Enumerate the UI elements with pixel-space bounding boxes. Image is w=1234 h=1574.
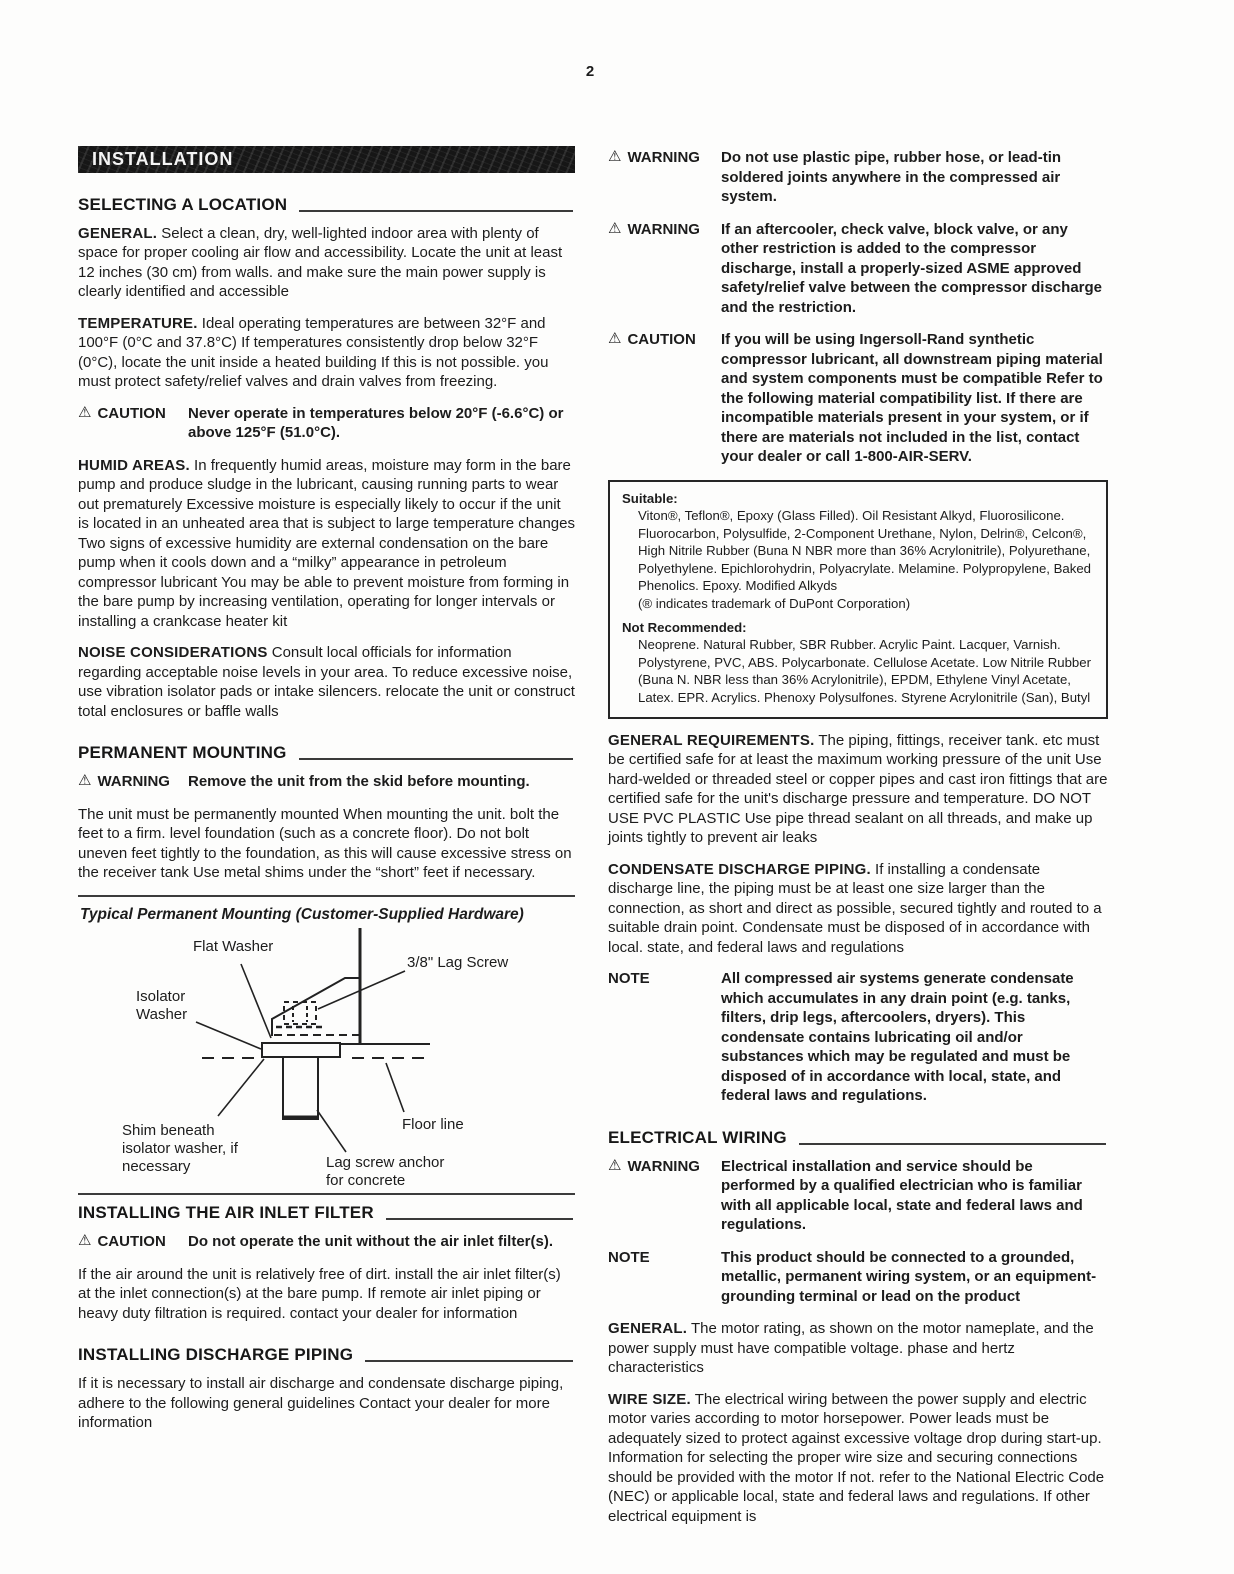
not-recommended-heading: Not Recommended: <box>622 619 747 635</box>
material-compatibility-box <box>608 480 1108 719</box>
note-label <box>608 969 721 1106</box>
warning-word: WARNING <box>97 773 170 790</box>
figure-title: Typical Permanent Mounting (Customer-Supplied Hardware) <box>80 905 524 923</box>
warning-triangle-icon: ⚠ <box>608 148 622 165</box>
note-text: All compressed air systems generate condensate which accumulates in any drain point (e.g. tanks, filters, drip legs, aftercoolers, dryers). This condensate contains lubricating oil and/or substances which may be regulated and must be disposed of in accordance with local, state, and federal laws and regulations. <box>721 970 1074 1105</box>
caution-air-filter <box>78 1232 575 1252</box>
heading-underline <box>299 210 573 212</box>
paragraph-motor-general <box>608 1319 1108 1378</box>
heading-text: SELECTING A LOCATION <box>78 194 288 214</box>
heading-text: INSTALLING DISCHARGE PIPING <box>78 1345 354 1364</box>
label-lag-screw: 3/8" Lag Screw <box>407 954 509 971</box>
paragraph-text: The motor rating, as shown on the motor nameplate, and the power supply must have compatible voltage. phase and hertz characteristics <box>608 1320 1094 1377</box>
note-grounding <box>608 1248 1108 1307</box>
heading-text: INSTALLING THE AIR INLET FILTER <box>78 1203 374 1222</box>
note-text: This product should be connected to a grounded, metallic, permanent wiring system, or an equipment-grounding terminal or lead on the product <box>721 1248 1097 1305</box>
warning-skid <box>78 772 575 792</box>
paragraph-text: The piping, fittings, receiver tank. etc must be certified safe for at least the maximum working pressure of the unit Use hard-welded or threaded steel or copper pipes and cast iron fittings that are certified safe for the unit's discharge pressure and temperature. DO NOT USE PVC PLASTIC Use pipe thread sealant on all threads, and make up joints tightly to prevent air leaks <box>608 731 1108 847</box>
heading-underline <box>299 758 573 760</box>
paragraph-text: Ideal operating temperatures are between 32°F and 100°F (0°C and 37.8°C) If temperatures consistently drop below 32°F (0°C), locate the unit inside a heated building If this is not possible. you must protect safety/relief valves and drain valves from freezing. <box>78 314 549 390</box>
caution-label <box>78 1232 188 1252</box>
caution-word: CAUTION <box>97 1233 166 1250</box>
paragraph-lead: GENERAL. <box>608 1320 688 1338</box>
warning-triangle-icon: ⚠ <box>608 330 622 347</box>
paragraph-lead: GENERAL. <box>78 224 158 242</box>
paragraph-lead: GENERAL REQUIREMENTS. <box>608 731 815 749</box>
note-condensate <box>608 969 1108 1106</box>
page-number: 2 <box>585 63 595 80</box>
warning-label <box>608 220 721 318</box>
paragraph-lead: HUMID AREAS. <box>78 456 190 474</box>
paragraph-lead: NOISE CONSIDERATIONS <box>78 644 268 661</box>
caution-word: CAUTION <box>97 404 166 422</box>
paragraph-general <box>78 224 575 302</box>
caution-synthetic-lubricant <box>608 330 1108 467</box>
paragraph-lead: TEMPERATURE. <box>78 314 198 332</box>
note-label <box>608 1248 721 1307</box>
paragraph-discharge-body: If it is necessary to install air discharge and condensate discharge piping, adhere to the following general guidelines Contact your dealer for more information <box>78 1375 564 1431</box>
caution-text: Never operate in temperatures below 20°F (-6.6°C) or above 125°F (51.0°C). <box>188 404 564 441</box>
warning-triangle-icon: ⚠ <box>78 403 92 421</box>
heading-underline <box>365 1360 573 1362</box>
paragraph-lead: CONDENSATE DISCHARGE PIPING. <box>608 860 871 878</box>
warning-word: WARNING <box>627 1157 700 1175</box>
note-word: NOTE <box>608 970 650 988</box>
paragraph-text: If installing a condensate discharge line, the piping must be at least one size larger than the connection, as short and direct as possible, secured tightly and routed to a suitable drain point. Condensate must be disposed of in accordance with local. state, and federal laws and regulations <box>608 860 1102 956</box>
paragraph-general-requirements <box>608 731 1108 848</box>
warning-label <box>608 148 721 207</box>
warning-triangle-icon: ⚠ <box>608 1156 622 1174</box>
label-shim: Shim beneath isolator washer, if necessary <box>122 1122 238 1175</box>
paragraph-temperature <box>78 314 575 392</box>
warning-plastic-pipe <box>608 148 1108 207</box>
warning-triangle-icon: ⚠ <box>608 219 622 237</box>
heading-discharge-piping <box>78 1345 575 1365</box>
paragraph-text: The electrical wiring between the power supply and electric motor varies according to motor horsepower. Power leads must be adequately sized to protect against excessive voltage drop during start-up. Information for selecting the proper wire size and securing connections should be provided with the motor If not. refer to the National Electric Code (NEC) or applicable local, state and federal laws and regulations. If other electrical equipment is <box>608 1390 1105 1525</box>
heading-text: PERMANENT MOUNTING <box>78 743 287 762</box>
dupont-trademark-note: (® indicates trademark of DuPont Corporation) <box>638 596 911 612</box>
caution-temperature <box>78 404 575 443</box>
suitable-list-text: Viton®, Teflon®, Epoxy (Glass Filled). Oil Resistant Alkyd, Fluorosilicone. Fluorocarbon, Polysulfide, 2-Component Urethane, Nylon, Delrin®, Celcon®, High Nitrile Rubber (Buna N NBR more than 36% Acrylonitrile), Polyurethane, Polyethylene. Epichlorohydrin, Polyacrylate. Melamine. Polypropylene, Baked Phenolics. Epoxy. Modified Alkyds <box>638 508 1092 594</box>
warning-label <box>608 1157 721 1235</box>
mounting-diagram <box>78 926 575 1191</box>
right-column <box>608 146 1108 1538</box>
warning-text: Electrical installation and service should be performed by a qualified electrician who is familiar with all applicable local, state and federal laws and regulations. <box>721 1157 1083 1234</box>
suitable-heading: Suitable: <box>622 490 678 506</box>
warning-triangle-icon: ⚠ <box>78 772 92 789</box>
label-anchor: Lag screw anchor for concrete <box>326 1154 445 1189</box>
heading-air-inlet-filter <box>78 1203 575 1223</box>
paragraph-text: Consult local officials for information regarding acceptable noise levels in your area. To reduce excessive noise, use vibration isolator pads or intake silencers. relocate the unit or construct total enclosures or baffle walls <box>78 644 575 720</box>
label-isolator-washer: Isolator Washer <box>136 988 188 1023</box>
heading-underline <box>799 1143 1106 1145</box>
not-recommended-list-text: Neoprene. Natural Rubber, SBR Rubber. Acrylic Paint. Lacquer, Varnish. Polystyrene, PVC, ABS. Polycarbonate. Cellulose Acetate. Low Nitrile Rubber (Buna N. NBR less than 36% Acrylonitrile), EPDM, Ethylene Vinyl Acetate, Latex. EPR. Acrylics. Phenoxy Polysulfones. Styrene Acrylonitrile (San), Butyl <box>638 637 1091 706</box>
label-flat-washer: Flat Washer <box>193 938 274 955</box>
not-recommended-list <box>622 636 1094 706</box>
heading-selecting-a-location <box>78 195 575 215</box>
warning-word: WARNING <box>627 149 700 166</box>
paragraph-text: In frequently humid areas, moisture may form in the bare pump and produce sludge in the lubricant, causing running parts to wear out prematurely Excessive moisture is especially likely to occur if the unit is located in an unheated area that is subject to large temperature changes Two signs of excessive humidity are external condensation on the bare pump when it cools down and a “milky” appearance in petroleum compressor lubricant You may be able to prevent moisture from forming in the bare pump by increasing ventilation, operating for longer intervals or installing a crankcase heater kit <box>78 456 575 630</box>
note-word: NOTE <box>608 1248 650 1266</box>
caution-text: If you will be using Ingersoll-Rand synthetic compressor lubricant, all downstream piping material and system components must be compatible Refer to the following material compatibility list. If there are incompatible materials present in your system, or if there are materials not included in the list, contact your dealer or call 1-800-AIR-SERV. <box>721 331 1103 465</box>
warning-text: Remove the unit from the skid before mounting. <box>188 773 530 790</box>
warning-triangle-icon: ⚠ <box>78 1232 92 1249</box>
warning-electrical <box>608 1157 1108 1235</box>
heading-permanent-mounting <box>78 743 575 763</box>
paragraph-wire-size <box>608 1390 1108 1527</box>
figure-bottom-rule <box>78 1193 575 1195</box>
warning-text: Do not use plastic pipe, rubber hose, or lead-tin soldered joints anywhere in the compressed air system. <box>721 149 1062 205</box>
paragraph-lead: WIRE SIZE. <box>608 1390 691 1408</box>
installation-section-banner: INSTALLATION <box>78 146 575 173</box>
figure-top-rule <box>78 895 575 897</box>
paragraph-text: Select a clean, dry, well-lighted indoor area with plenty of space for proper cooling air flow and accessibility. Locate the unit at least 12 inches (30 cm) from walls. and make sure the main power supply is clearly identified and accessible <box>78 224 563 300</box>
paragraph-mounting-body: The unit must be permanently mounted When mounting the unit. bolt the feet to a firm. level foundation (such as a concrete floor). Do not bolt uneven feet tightly to the foundation, as this will cause excessive stress on the receiver tank Use metal shims under the “short” feet if necessary. <box>78 805 572 881</box>
caution-text: Do not operate the unit without the air inlet filter(s). <box>188 1233 553 1250</box>
heading-text: ELECTRICAL WIRING <box>608 1127 787 1147</box>
warning-label <box>78 772 188 792</box>
warning-text: If an aftercooler, check valve, block valve, or any other restriction is added to the compressor discharge, install a properly-sized ASME approved safety/relief valve between the compressor discharge and the restriction. <box>721 220 1102 316</box>
heading-electrical-wiring <box>608 1128 1108 1148</box>
heading-underline <box>386 1218 573 1220</box>
paragraph-humid-areas <box>78 456 575 632</box>
warning-word: WARNING <box>627 220 700 238</box>
paragraph-air-filter-body: If the air around the unit is relatively free of dirt. install the air inlet filter(s) at the inlet connection(s) at the bare pump. If remote air inlet piping or heavy duty filtration is required. contact your dealer for information <box>78 1265 561 1322</box>
caution-label <box>78 404 188 443</box>
left-column <box>78 146 575 1445</box>
label-floor-line: Floor line <box>402 1116 464 1133</box>
paragraph-noise <box>78 643 575 721</box>
suitable-list <box>622 507 1094 613</box>
caution-word: CAUTION <box>627 331 696 348</box>
paragraph-condensate-piping <box>608 860 1108 958</box>
caution-label <box>608 330 721 467</box>
warning-aftercooler <box>608 220 1108 318</box>
